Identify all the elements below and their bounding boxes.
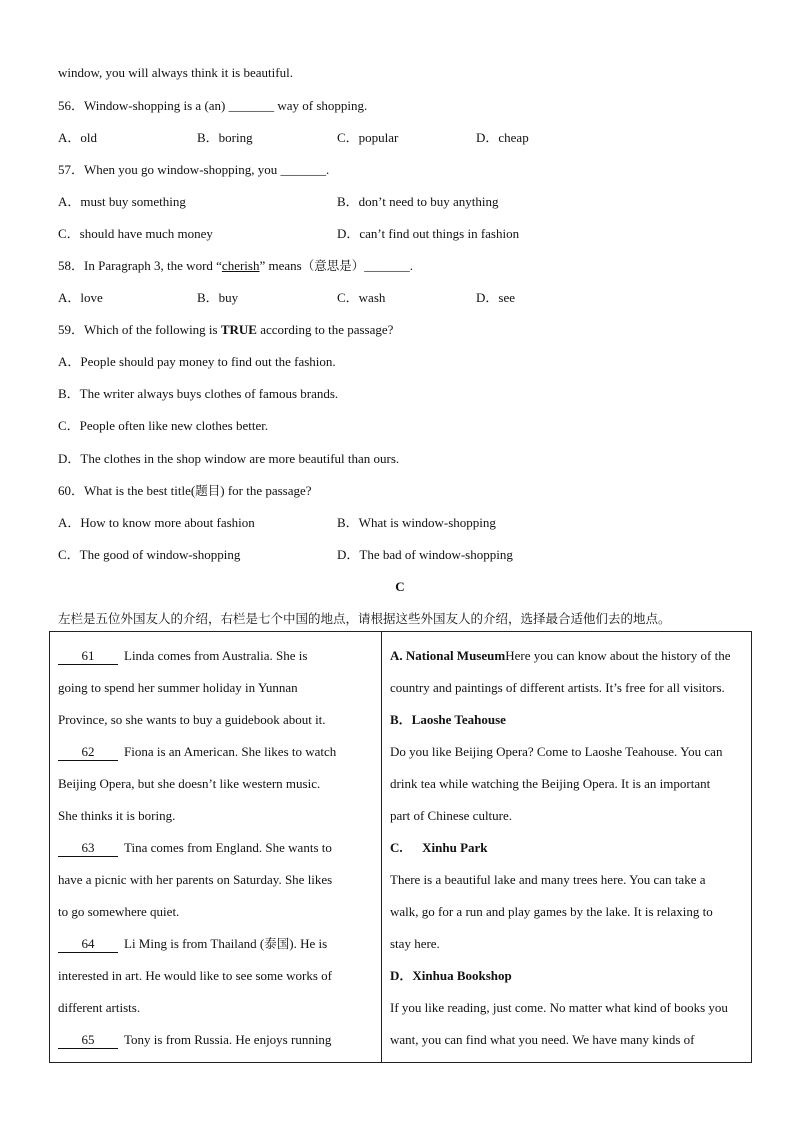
option-60-c[interactable]: C．The good of window-shopping — [58, 547, 241, 562]
row-line: There is a beautiful lake and many trees here. You can take a — [390, 872, 706, 887]
question-57 — [58, 161, 329, 179]
question-number: 59． — [58, 322, 85, 337]
question-stem-after: ” means — [259, 258, 302, 273]
chinese-gloss: 题目 — [195, 483, 221, 498]
person-row-61 — [58, 640, 373, 672]
answer-blank-62[interactable]: 62 — [58, 744, 118, 761]
underlined-word: cherish — [221, 258, 260, 273]
question-stem: When you go window-shopping, you _______. — [84, 162, 330, 177]
matching-table — [49, 631, 752, 1063]
row-line: Do you like Beijing Opera? Come to Laoshe Teahouse. You can — [390, 744, 723, 759]
person-row-63 — [58, 832, 373, 864]
question-stem-after: ) for the passage? — [220, 483, 312, 498]
question-blank: _______. — [364, 258, 413, 273]
option-56-a[interactable]: A．old — [58, 130, 98, 145]
row-line: She thinks it is boring. — [58, 808, 176, 823]
row-text: Fiona is an American. She likes to watch — [124, 744, 337, 759]
row-line: country and paintings of different artists. It’s free for all visitors. — [390, 680, 725, 695]
question-number: 57． — [58, 162, 85, 177]
option-57-d[interactable]: D．can’t find out things in fashion — [337, 226, 520, 241]
row-text: Linda comes from Australia. She is — [124, 648, 308, 663]
section-instruction: 左栏是五位外国友人的介绍，右栏是七个中国的地点，请根据这些外国友人的介绍，选择最合适他们去的地点。 — [58, 611, 671, 626]
option-59-c[interactable]: C．People often like new clothes better. — [58, 418, 269, 433]
person-row-64 — [58, 928, 373, 960]
person-row-65 — [58, 1024, 373, 1056]
option-57-b[interactable]: B．don’t need to buy anything — [337, 194, 499, 209]
row-line: walk, go for a run and play games by the lake. It is relaxing to — [390, 904, 713, 919]
option-59-b[interactable]: B．The writer always buys clothes of famous brands. — [58, 386, 339, 401]
place-c: C. Xinhu Park — [390, 840, 488, 855]
option-56-d[interactable]: D．cheap — [476, 130, 529, 145]
question-59 — [58, 321, 393, 339]
option-58-d[interactable]: D．see — [476, 290, 515, 305]
place-b: B．Laoshe Teahouse — [390, 712, 506, 727]
passage-tail: window, you will always think it is beautiful. — [58, 65, 293, 80]
row-line: have a picnic with her parents on Saturday. She likes — [58, 872, 333, 887]
option-56-b[interactable]: B．boring — [197, 130, 253, 145]
answer-blank-63[interactable]: 63 — [58, 840, 118, 857]
row-line: stay here. — [390, 936, 440, 951]
option-58-b[interactable]: B．buy — [197, 290, 239, 305]
places-column — [382, 632, 752, 1063]
option-56-c[interactable]: C．popular — [337, 130, 399, 145]
place-a — [390, 640, 743, 672]
question-stem-before: In Paragraph 3, the word “ — [84, 258, 222, 273]
row-line: going to spend her summer holiday in Yunnan — [58, 680, 298, 695]
row-line: to go somewhere quiet. — [58, 904, 180, 919]
chinese-gloss: （意思是） — [301, 258, 365, 273]
people-column — [50, 632, 382, 1063]
option-58-c[interactable]: C．wash — [337, 290, 386, 305]
answer-blank-65[interactable]: 65 — [58, 1032, 118, 1049]
answer-blank-61[interactable]: 61 — [58, 648, 118, 665]
row-text: Tony is from Russia. He enjoys running — [124, 1032, 332, 1047]
row-line: want, you can find what you need. We have many kinds of — [390, 1032, 695, 1047]
option-60-b[interactable]: B．What is window-shopping — [337, 515, 496, 530]
place-name: A. National Museum — [390, 648, 506, 663]
row-text: Here you can know about the history of the — [505, 648, 731, 663]
option-60-d[interactable]: D．The bad of window-shopping — [337, 547, 513, 562]
row-line: drink tea while watching the Beijing Opera. It is an important — [390, 776, 711, 791]
section-title: C — [395, 579, 405, 594]
row-line: Beijing Opera, but she doesn’t like western music. — [58, 776, 321, 791]
option-57-c[interactable]: C．should have much money — [58, 226, 213, 241]
row-line: part of Chinese culture. — [390, 808, 513, 823]
question-stem-after: according to the passage? — [256, 322, 394, 337]
option-58-a[interactable]: A．love — [58, 290, 103, 305]
bold-keyword: TRUE — [220, 322, 257, 337]
option-57-a[interactable]: A．must buy something — [58, 194, 186, 209]
question-60 — [58, 482, 312, 500]
person-row-62 — [58, 736, 373, 768]
row-text: Li Ming is from Thailand ( — [124, 936, 265, 951]
chinese-gloss: 泰国 — [264, 936, 290, 951]
option-60-a[interactable]: A．How to know more about fashion — [58, 515, 255, 530]
row-line: If you like reading, just come. No matter what kind of books you — [390, 1000, 728, 1015]
question-stem: Window-shopping is a (an) _______ way of shopping. — [84, 98, 368, 113]
question-number: 58． — [58, 258, 85, 273]
question-stem-before: What is the best title( — [84, 483, 196, 498]
place-d: D．Xinhua Bookshop — [390, 968, 512, 983]
answer-blank-64[interactable]: 64 — [58, 936, 118, 953]
option-59-a[interactable]: A．People should pay money to find out the fashion. — [58, 354, 336, 369]
option-59-d[interactable]: D．The clothes in the shop window are more beautiful than ours. — [58, 451, 400, 466]
row-line: interested in art. He would like to see some works of — [58, 968, 333, 983]
row-text: Tina comes from England. She wants to — [124, 840, 332, 855]
row-line: Province, so she wants to buy a guidebook about it. — [58, 712, 326, 727]
question-number: 56． — [58, 98, 85, 113]
question-stem-before: Which of the following is — [84, 322, 221, 337]
row-line: different artists. — [58, 1000, 141, 1015]
question-58 — [58, 257, 413, 275]
row-text: ). He is — [289, 936, 328, 951]
question-number: 60． — [58, 483, 85, 498]
question-56 — [58, 97, 367, 115]
